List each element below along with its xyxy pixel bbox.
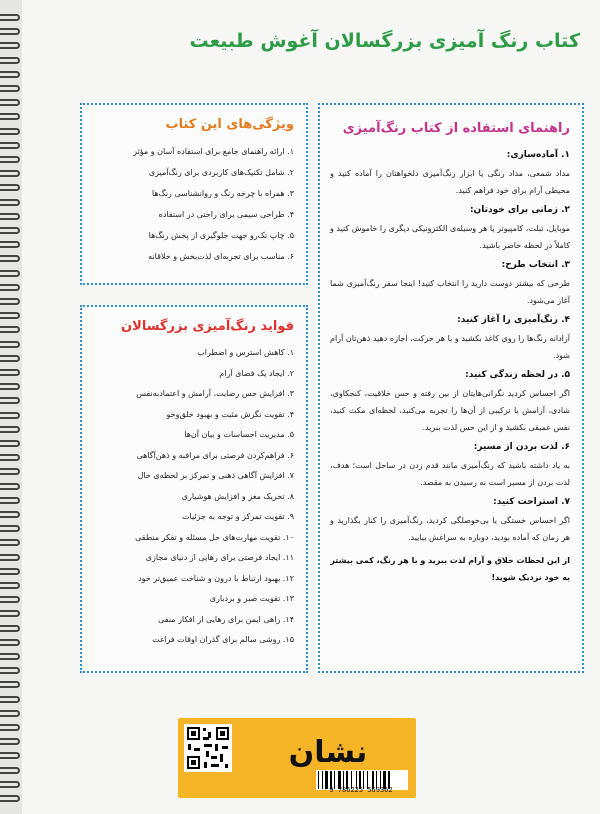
spiral-coil	[0, 525, 20, 532]
spiral-coil	[0, 582, 20, 589]
spiral-coil	[0, 497, 20, 504]
spiral-coil	[0, 369, 20, 376]
list-item: ۴. طراحی سیمی برای راحتی در استفاده	[158, 210, 294, 219]
spiral-coil	[0, 781, 20, 788]
list-item: ۳. همراه با چرخه رنگ و روانشناسی رنگ‌ها	[151, 189, 294, 198]
guide-section-title: ۵. در لحظه زندگی کنید:	[465, 370, 570, 380]
features-box	[80, 103, 308, 285]
spiral-coil	[0, 539, 20, 546]
guide-section-title: ۴. رنگ‌آمیزی را آغاز کنید:	[457, 315, 570, 325]
spiral-coil	[0, 284, 20, 291]
list-item: ۱۰. تقویت مهارت‌های حل مسئله و تفکر منطقی	[135, 532, 294, 542]
spiral-coil	[0, 170, 20, 177]
guide-section	[330, 497, 570, 546]
list-item: ۱۱. ایجاد فرصتی برای رهایی از دنیای مجازی	[145, 553, 294, 562]
spiral-coil	[0, 14, 20, 21]
isbn-number: 9 786225 569362	[329, 786, 393, 794]
benefits-list	[90, 343, 294, 651]
page-title: کتاب رنگ آمیزی بزرگسالان آغوش طبیعت	[189, 30, 580, 52]
guide-section-body: مداد شمعی، مداد رنگی یا ابزار رنگ‌آمیزی دلخواهتان را آماده کنید و محیطی آرام برای خود فراهم کنید.	[330, 169, 570, 195]
spiral-coil	[0, 128, 20, 135]
spiral-coil	[0, 710, 20, 717]
spiral-coil	[0, 241, 20, 248]
guide-section	[330, 205, 570, 254]
spiral-coil	[0, 625, 20, 632]
spiral-coil	[0, 724, 20, 731]
list-item: ۸. تحریک مغز و افزایش هوشیاری	[181, 491, 294, 501]
guide-section	[330, 370, 570, 436]
guide-section-title: ۱. آماده‌سازی:	[506, 150, 570, 160]
list-item: ۵. مدیریت احساسات و بیان آن‌ها	[184, 430, 294, 439]
guide-section	[330, 260, 570, 309]
spiral-coil	[0, 610, 20, 617]
guide-section-body: به یاد داشته باشید که رنگ‌آمیزی مانند قدم زدن در ساحل است؛ هدف، لذت بردن از مسیر است نه رسیدن به مقصد.	[330, 461, 570, 487]
spiral-coil	[0, 341, 20, 348]
features-title: ویژگی‌های این کتاب	[165, 117, 294, 132]
list-item: ۴. تقویت نگرش مثبت و بهبود خلق‌وخو	[166, 409, 294, 419]
spiral-coil	[0, 298, 20, 305]
spiral-coil	[0, 483, 20, 490]
spiral-coil	[0, 554, 20, 561]
list-item: ۱۲. بهبود ارتباط با درون و شناخت عمیق‌تر خود	[138, 573, 294, 583]
guide-section	[330, 315, 570, 364]
list-item: ۲. شامل تکنیک‌های کاربردی برای رنگ‌آمیزی	[148, 168, 294, 177]
spiral-coil	[0, 511, 20, 518]
spiral-coil	[0, 28, 20, 35]
list-item: ۱. کاهش استرس و اضطراب	[197, 348, 294, 357]
list-item: ۶. فراهم‌کردن فرصتی برای مراقبه و ذهن‌آگاهی	[136, 450, 294, 460]
spiral-coil	[0, 639, 20, 646]
spiral-coil	[0, 326, 20, 333]
guide-closing-text: از این لحظات خلاق و آرام لذت ببرید و با هر رنگ، کمی بیشتر به خود نزدیک شوید!	[330, 556, 570, 582]
benefits-title: فواید رنگ‌آمیزی بزرگسالان	[121, 319, 294, 334]
spiral-coil	[0, 113, 20, 120]
list-item: ۹. تقویت تمرکز و توجه به جزئیات	[181, 512, 294, 521]
spiral-coil	[0, 199, 20, 206]
spiral-coil	[0, 412, 20, 419]
list-item: ۷. افزایش آگاهی ذهنی و تمرکز بر لحظه‌ی حال	[137, 471, 294, 480]
spiral-coil	[0, 142, 20, 149]
spiral-coil	[0, 568, 20, 575]
usage-guide-box	[318, 103, 584, 673]
spiral-coil	[0, 426, 20, 433]
spiral-coil	[0, 255, 20, 262]
spiral-coil	[0, 440, 20, 447]
spiral-coil	[0, 85, 20, 92]
spiral-coil	[0, 667, 20, 674]
spiral-coil	[0, 227, 20, 234]
list-item: ۵. چاپ تک‌رو جهت جلوگیری از پخش رنگ‌ها	[148, 231, 294, 240]
svg-text:نشان: نشان	[288, 735, 368, 770]
spiral-coil	[0, 383, 20, 390]
list-item: ۱۳. تقویت صبر و بردباری	[209, 594, 294, 603]
spiral-coil	[0, 213, 20, 220]
spiral-coil	[0, 696, 20, 703]
spiral-coil	[0, 57, 20, 64]
list-item: ۱. ارائه راهنمای جامع برای استفاده آسان و مؤثر	[133, 147, 294, 156]
guide-section-title: ۶. لذت بردن از مسیر:	[473, 442, 570, 452]
spiral-coil	[0, 681, 20, 688]
guide-section-body: طرحی که بیشتر دوست دارید را انتخاب کنید! اینجا سفر رنگ‌آمیزی شما آغاز می‌شود.	[330, 279, 570, 305]
spiral-coil	[0, 270, 20, 277]
guide-section-title: ۲. زمانی برای خودتان:	[469, 205, 570, 215]
spiral-coil	[0, 156, 20, 163]
spiral-coil	[0, 596, 20, 603]
guide-section-title: ۳. انتخاب طرح:	[501, 260, 570, 270]
spiral-coil	[0, 355, 20, 362]
spiral-coil	[0, 752, 20, 759]
spiral-coil	[0, 312, 20, 319]
spiral-coil	[0, 795, 20, 802]
guide-section-body: موبایل، تبلت، کامپیوتر یا هر وسیله‌ی الکترونیکی دیگری را خاموش کنید و کاملاً در لحظه حاضر باشید.	[330, 224, 570, 250]
spiral-coil	[0, 468, 20, 475]
features-list	[90, 141, 294, 267]
spiral-coil	[0, 767, 20, 774]
guide-section	[330, 442, 570, 491]
list-item: ۶. مناسب برای تجربه‌ای لذت‌بخش و خلاقانه	[148, 252, 294, 261]
spiral-coil	[0, 71, 20, 78]
list-item: ۲. ایجاد یک فضای آرام	[219, 368, 294, 378]
guide-section-body: آزادانه رنگ‌ها را روی کاغذ بکشید و با هر حرکت، اجازه دهید ذهن‌تان آرام شود.	[330, 334, 570, 360]
list-item: ۳. افزایش حس رضایت، آرامش و اعتماد‌به‌نفس	[136, 389, 294, 398]
spiral-coil	[0, 738, 20, 745]
list-item: ۱۴. راهی ایمن برای رهایی از افکار منفی	[158, 614, 294, 624]
guide-section-title: ۷. استراحت کنید:	[493, 497, 570, 507]
publisher-logo	[248, 730, 408, 770]
publisher-barcode-block	[178, 718, 416, 798]
spiral-coil	[0, 184, 20, 191]
spiral-coil	[0, 653, 20, 660]
guide-section-body: اگر احساس کردید نگرانی‌هایتان از بین رفته و حس خلاقیت، کنجکاوی، شادی، آرامش یا ترکیبی از آن‌ها را تجربه می‌کنید، لحظه‌ای مکث کنید، نفس عمیقی بکشید و از این حس لذت ببرید.	[330, 389, 570, 432]
guide-section	[330, 150, 570, 199]
benefits-box	[80, 305, 308, 673]
spiral-coil	[0, 397, 20, 404]
list-item: ۱۵. روشی سالم برای گذران اوقات فراغت	[152, 635, 294, 644]
qr-code-icon	[184, 724, 232, 772]
spiral-coil	[0, 42, 20, 49]
usage-guide-title: راهنمای استفاده از کتاب رنگ‌آمیزی	[342, 121, 570, 136]
spiral-binding	[0, 0, 22, 814]
guide-section-body: اگر احساس خستگی یا بی‌حوصلگی کردید، رنگ‌آمیزی را کنار بگذارید و هر زمان که آماده بودید، دوباره به سراغش بیایید.	[330, 516, 570, 542]
spiral-coil	[0, 454, 20, 461]
spiral-coil	[0, 99, 20, 106]
